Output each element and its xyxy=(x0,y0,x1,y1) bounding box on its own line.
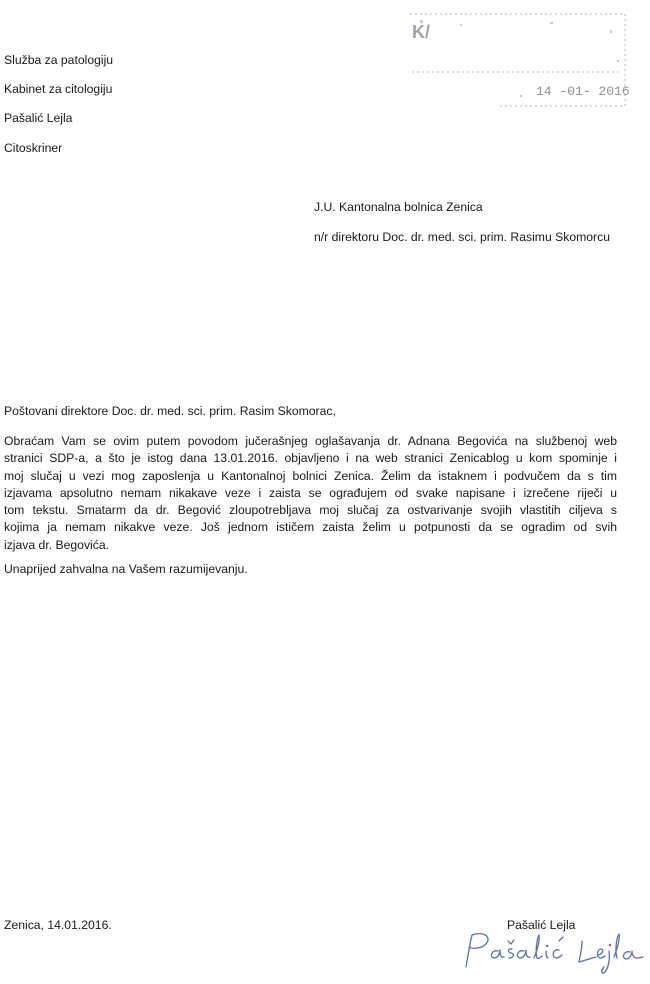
letter-closing: Unaprijed zahvalna na Vašem razumijevanju. xyxy=(4,562,248,576)
recipient-attention: n/r direktoru Doc. dr. med. sci. prim. Rasimu Skomorcu xyxy=(314,230,610,244)
sender-unit: Kabinet za citologiju xyxy=(4,82,113,96)
sender-department: Služba za patologiju xyxy=(4,53,114,67)
body-line: izjavama apsolutno nemam nikakave veze i zaista se ograđujem od svake napisane i izrečene riječi u xyxy=(4,485,617,500)
body-line: tom tekstu. Smatarm da dr. Begović zloupotrebljava moj slučaj za ostvarivanje svojih vlastitih ciljeva s xyxy=(4,503,617,518)
place-and-date: Zenica, 14.01.2016. xyxy=(4,918,112,932)
handwritten-signature xyxy=(458,927,648,982)
recipient-institution: J.U. Kantonalna bolnica Zenica xyxy=(314,200,483,214)
letter-body xyxy=(4,433,617,554)
signer-name: Pašalić Lejla xyxy=(507,918,576,932)
body-line: stranici SDP-a, a što je istog dana 13.01.2016. objavljeno i na web stranici Zenicablog u kom spominje i xyxy=(4,451,617,466)
body-line: moj slučaj u vezi mog zaposlenja u Kantonalnoj bolnici Zenica. Želim da istaknem i podvučem da s tim xyxy=(4,468,617,483)
sender-name: Pašalić Lejla xyxy=(4,111,73,125)
body-line: kojima ja nemam nikakve veze. Još jednom ističem zaista želim u potpunosti da se ogradim od svih xyxy=(4,520,617,535)
stamp-mark: K/ xyxy=(412,22,430,42)
sender-position: Citoskriner xyxy=(4,141,63,155)
stamp-date: 14 -01- 2016 xyxy=(536,84,630,99)
body-line: izjava dr. Begovića. xyxy=(4,537,110,552)
received-stamp xyxy=(400,0,635,110)
body-line: Obraćam Vam se ovim putem povodom jučerašnjeg oglašavanja dr. Adnana Begovića na službenoj web xyxy=(4,434,617,448)
letter-greeting: Poštovani direktore Doc. dr. med. sci. prim. Rasim Skomorac, xyxy=(4,404,336,418)
